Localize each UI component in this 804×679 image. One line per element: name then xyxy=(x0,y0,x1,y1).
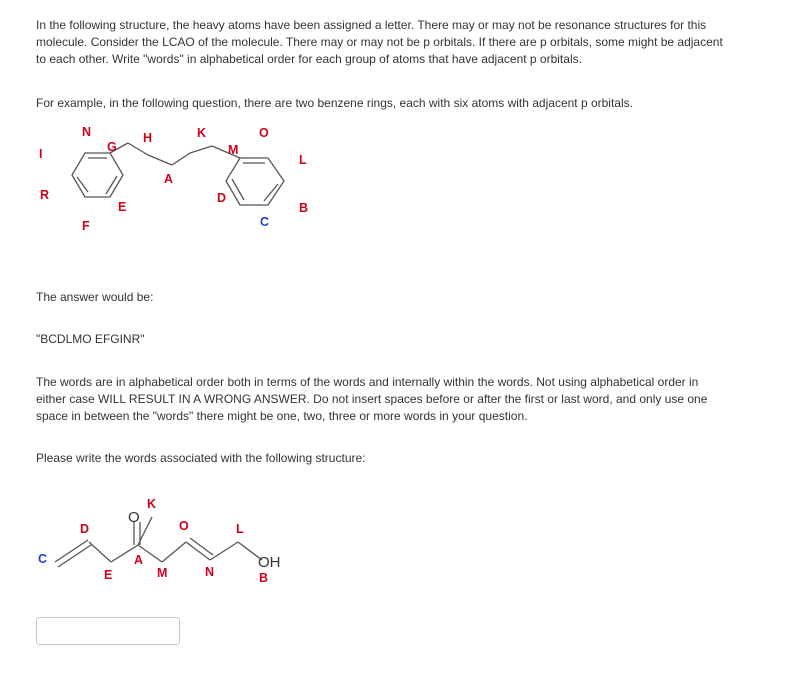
label-K: K xyxy=(147,497,157,511)
label-K: K xyxy=(197,126,207,140)
label-L: L xyxy=(299,153,307,167)
carbonyl-oxygen: O xyxy=(128,509,140,526)
answer-example: "BCDLMO EFGINR" xyxy=(36,332,145,346)
rules-paragraph: The words are in alphabetical order both in terms of the words and internally within the words. Not using alphabetical order in either case WILL RESULT IN A WRONG ANSWER. Do not insert spaces before or after the first or last word, and only use one space in between the "words" there might be one, two, three or more words in your question. xyxy=(36,375,708,423)
label-A: A xyxy=(134,553,144,567)
hydroxyl-label: OH xyxy=(258,554,281,571)
label-F: F xyxy=(82,219,90,233)
label-N: N xyxy=(82,125,92,139)
example-structure xyxy=(30,120,350,240)
label-I: I xyxy=(39,147,43,161)
label-H: H xyxy=(143,131,153,145)
label-M: M xyxy=(157,566,168,580)
label-C: C xyxy=(38,552,48,566)
example-intro: For example, in the following question, there are two benzene rings, each with six atoms with adjacent p orbitals. xyxy=(36,96,633,110)
label-N: N xyxy=(205,565,215,579)
question-structure xyxy=(30,490,300,590)
label-G: G xyxy=(107,140,117,154)
answer-intro: The answer would be: xyxy=(36,290,154,304)
label-E: E xyxy=(104,568,113,582)
answer-input[interactable] xyxy=(36,617,180,645)
label-O: O xyxy=(179,519,189,533)
example-bonds xyxy=(72,143,284,205)
label-A: A xyxy=(164,172,174,186)
label-C: C xyxy=(260,215,270,229)
label-E: E xyxy=(118,200,127,214)
label-R: R xyxy=(40,188,50,202)
label-D: D xyxy=(80,522,90,536)
label-D: D xyxy=(217,191,227,205)
label-B: B xyxy=(299,201,309,215)
label-M: M xyxy=(228,143,239,157)
prompt: Please write the words associated with the following structure: xyxy=(36,451,366,465)
label-B: B xyxy=(259,571,269,585)
label-O: O xyxy=(259,126,269,140)
intro-paragraph: In the following structure, the heavy atoms have been assigned a letter. There may or may not be resonance structures for this molecule. Consider the LCAO of the molecule. There may or may not be p orbitals. If there are p orbitals, some might be adjacent to each other. Write "words" in alphabetical order for each group of atoms that have adjacent p orbitals. xyxy=(36,18,723,66)
label-L: L xyxy=(236,522,244,536)
